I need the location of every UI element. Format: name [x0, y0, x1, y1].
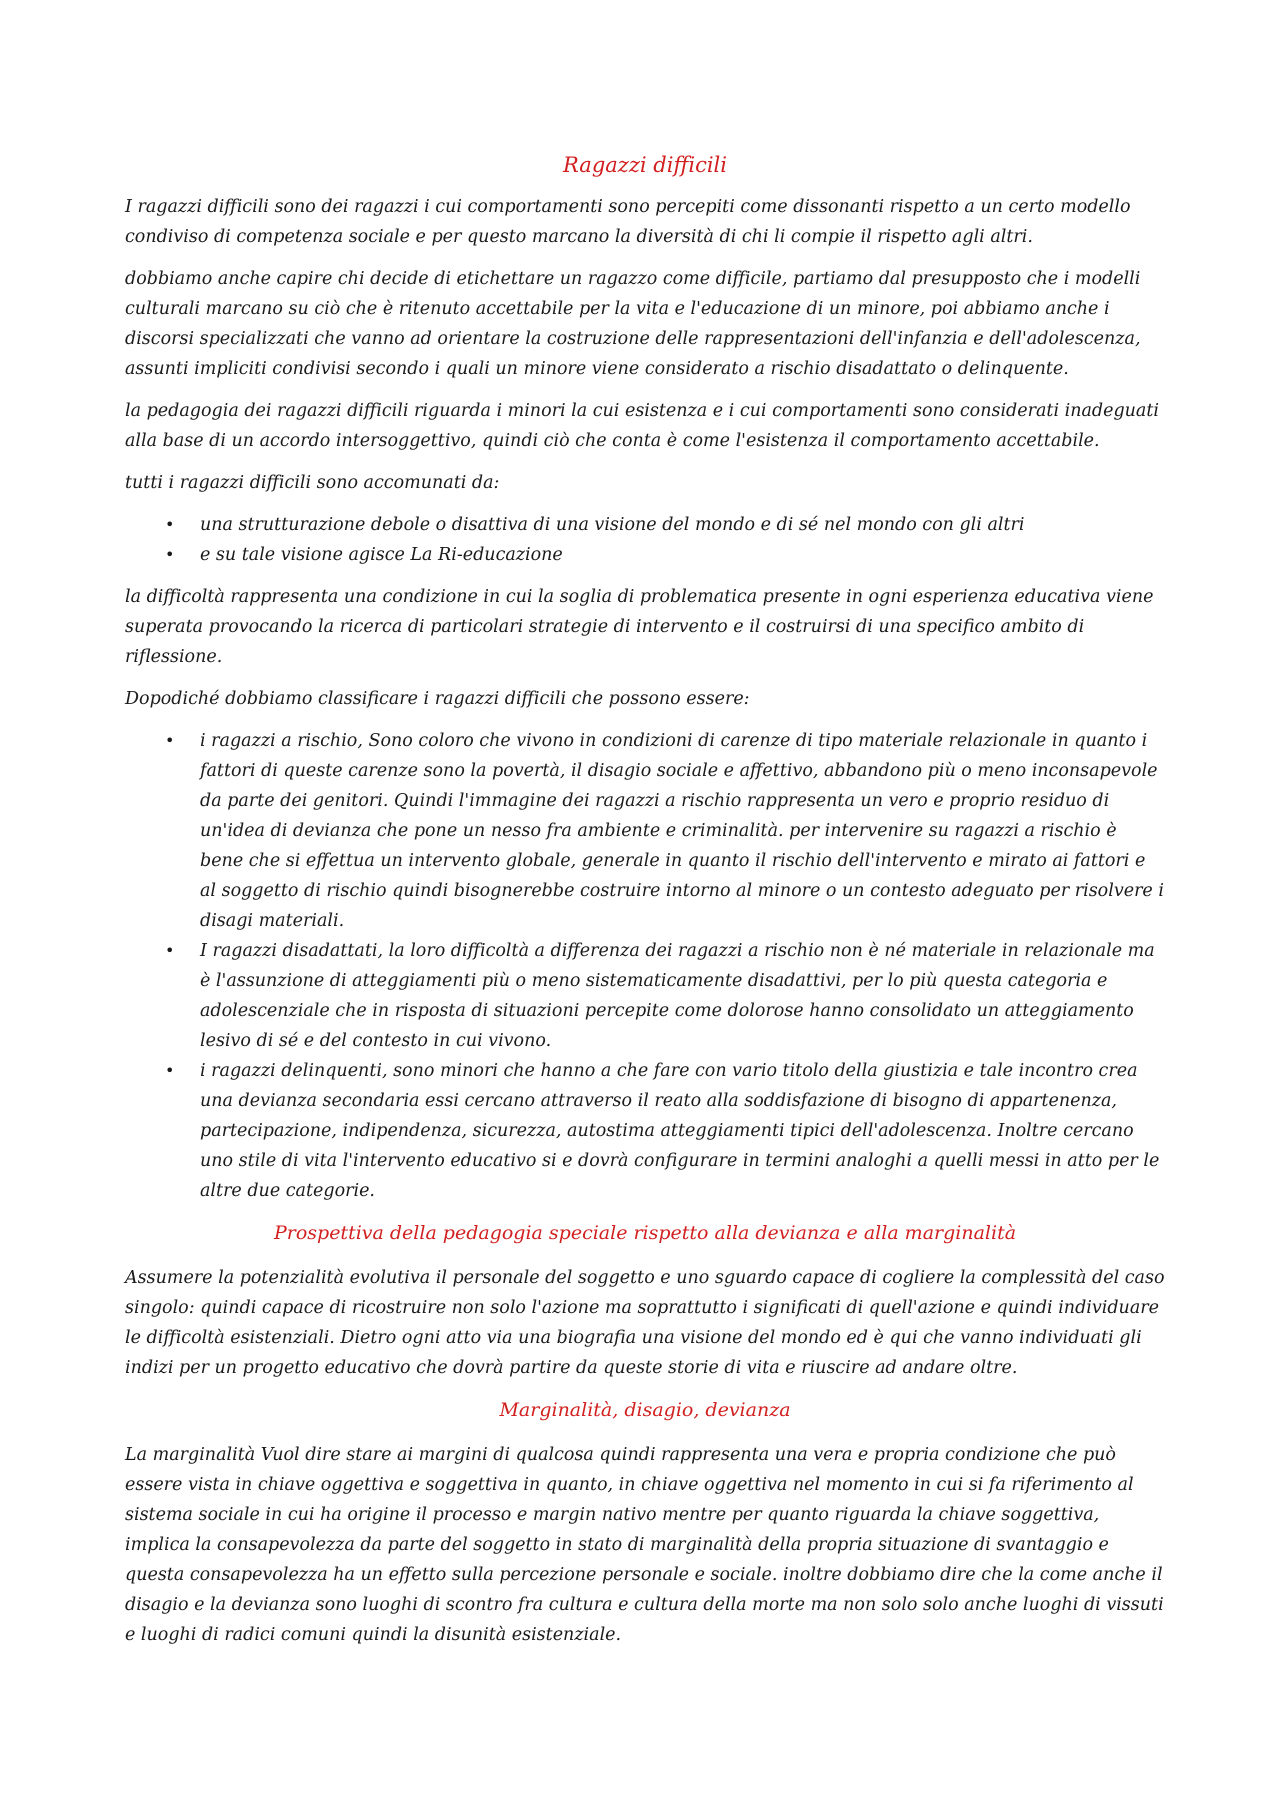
list-item-text: e su tale visione agisce La Ri-educazione — [200, 545, 563, 565]
paragraph-common-traits: tutti i ragazzi difficili sono accomunati da: — [125, 473, 500, 493]
section-heading-marginality: Marginalità, disagio, devianza — [499, 1399, 791, 1421]
list-item — [125, 936, 1165, 1056]
paragraph-classification: Dopodiché dobbiamo classificare i ragazzi difficili che possono essere: — [125, 689, 750, 709]
list-item — [125, 510, 1165, 540]
list-item-text: i ragazzi a rischio, Sono coloro che vivono in condizioni di carenze di tipo materiale relazionale in quanto i fattori di queste carenze sono la povertà, il disagio sociale e affettivo, abbandono più o meno inconsapevole da parte dei genitori. Quindi l'immagine dei ragazzi a rischio rappresenta un vero e proprio residuo di un'idea di devianza che pone un nesso fra ambiente e criminalità. per intervenire su ragazzi a rischio è bene che si effettua un intervento globale, generale in quanto il rischio dell'intervento e mirato ai fattori e al soggetto di rischio quindi bisognerebbe costruire intorno al minore o un contesto adeguato per risolvere i disagi materiali. — [200, 731, 1164, 931]
bullet-icon: • — [165, 731, 175, 750]
paragraph-marginality: La marginalità Vuol dire stare ai margini di qualcosa quindi rappresenta una vera e propria condizione che può essere vista in chiave oggettiva e soggettiva in quanto, in chiave oggettiva nel momento in cui si fa riferimento al sistema sociale in cui ha origine il processo e margin nativo mentre per quanto riguarda la chiave soggettiva, implica la consapevolezza da parte del soggetto in stato di marginalità della propria situazione di svantaggio e questa consapevolezza ha un effetto sulla percezione personale e sociale. inoltre dobbiamo dire che la come anche il disagio e la devianza sono luoghi di scontro fra cultura e cultura della morte ma non solo solo anche luoghi di vissuti e luoghi di radici comuni quindi la disunità esistenziale. — [125, 1445, 1164, 1645]
document-page — [125, 150, 1165, 1662]
paragraph-difficulty: la difficoltà rappresenta una condizione in cui la soglia di problematica presente in ogni esperienza educativa viene superata provocando la ricerca di particolari strategie di intervento e il costruirsi di una specifico ambito di riflessione. — [125, 587, 1154, 667]
list-item-text: una strutturazione debole o disattiva di una visione del mondo e di sé nel mondo con gli altri — [200, 515, 1025, 535]
common-traits-list — [125, 510, 1165, 570]
list-item-text: I ragazzi disadattati, la loro difficoltà a differenza dei ragazzi a rischio non è né materiale in relazionale ma è l'assunzione di atteggiamenti più o meno sistematicamente disadattivi, per lo più questa categoria e adolescenziale che in risposta di situazioni percepite come dolorose hanno consolidato un atteggiamento lesivo di sé e del contesto in cui vivono. — [200, 941, 1155, 1051]
paragraph-perspective: Assumere la potenzialità evolutiva il personale del soggetto e uno sguardo capace di cogliere la complessità del caso singolo: quindi capace di ricostruire non solo l'azione ma soprattutto i significati di quell'azione e quindi individuare le difficoltà esistenziali. Dietro ogni atto via una biografia una visione del mondo ed è qui che vanno individuati gli indizi per un progetto educativo che dovrà partire da queste storie di vita e riuscire ad andare oltre. — [125, 1268, 1165, 1378]
bullet-icon: • — [165, 515, 175, 534]
list-item — [125, 1056, 1165, 1206]
page-title: Ragazzi difficili — [563, 153, 727, 177]
list-item — [125, 540, 1165, 570]
list-item — [125, 726, 1165, 936]
paragraph-labeling: dobbiamo anche capire chi decide di etichettare un ragazzo come difficile, partiamo dal presupposto che i modelli culturali marcano su ciò che è ritenuto accettabile per la vita e l'educazione di un minore, poi abbiamo anche i discorsi specializzati che vanno ad orientare la costruzione delle rappresentazioni dell'infanzia e dell'adolescenza, assunti impliciti condivisi secondo i quali un minore viene considerato a rischio disadattato o delinquente. — [125, 269, 1141, 379]
section-heading-perspective: Prospettiva della pedagogia speciale rispetto alla devianza e alla marginalità — [273, 1222, 1017, 1244]
list-item-text: i ragazzi delinquenti, sono minori che hanno a che fare con vario titolo della giustizia e tale incontro crea una devianza secondaria essi cercano attraverso il reato alla soddisfazione di bisogno di appartenenza, partecipazione, indipendenza, sicurezza, autostima atteggiamenti tipici dell'adolescenza. Inoltre cercano uno stile di vita l'intervento educativo si e dovrà configurare in termini analoghi a quelli messi in atto per le altre due categorie. — [200, 1061, 1160, 1201]
paragraph-definition: I ragazzi difficili sono dei ragazzi i cui comportamenti sono percepiti come dissonanti rispetto a un certo modello condiviso di competenza sociale e per questo marcano la diversità di chi li compie il rispetto agli altri. — [125, 197, 1131, 247]
paragraph-pedagogy: la pedagogia dei ragazzi difficili riguarda i minori la cui esistenza e i cui comportamenti sono considerati inadeguati alla base di un accordo intersoggettivo, quindi ciò che conta è come l'esistenza il comportamento accettabile. — [125, 401, 1159, 451]
bullet-icon: • — [165, 941, 175, 960]
bullet-icon: • — [165, 1061, 175, 1080]
bullet-icon: • — [165, 545, 175, 564]
classification-list — [125, 726, 1165, 1206]
